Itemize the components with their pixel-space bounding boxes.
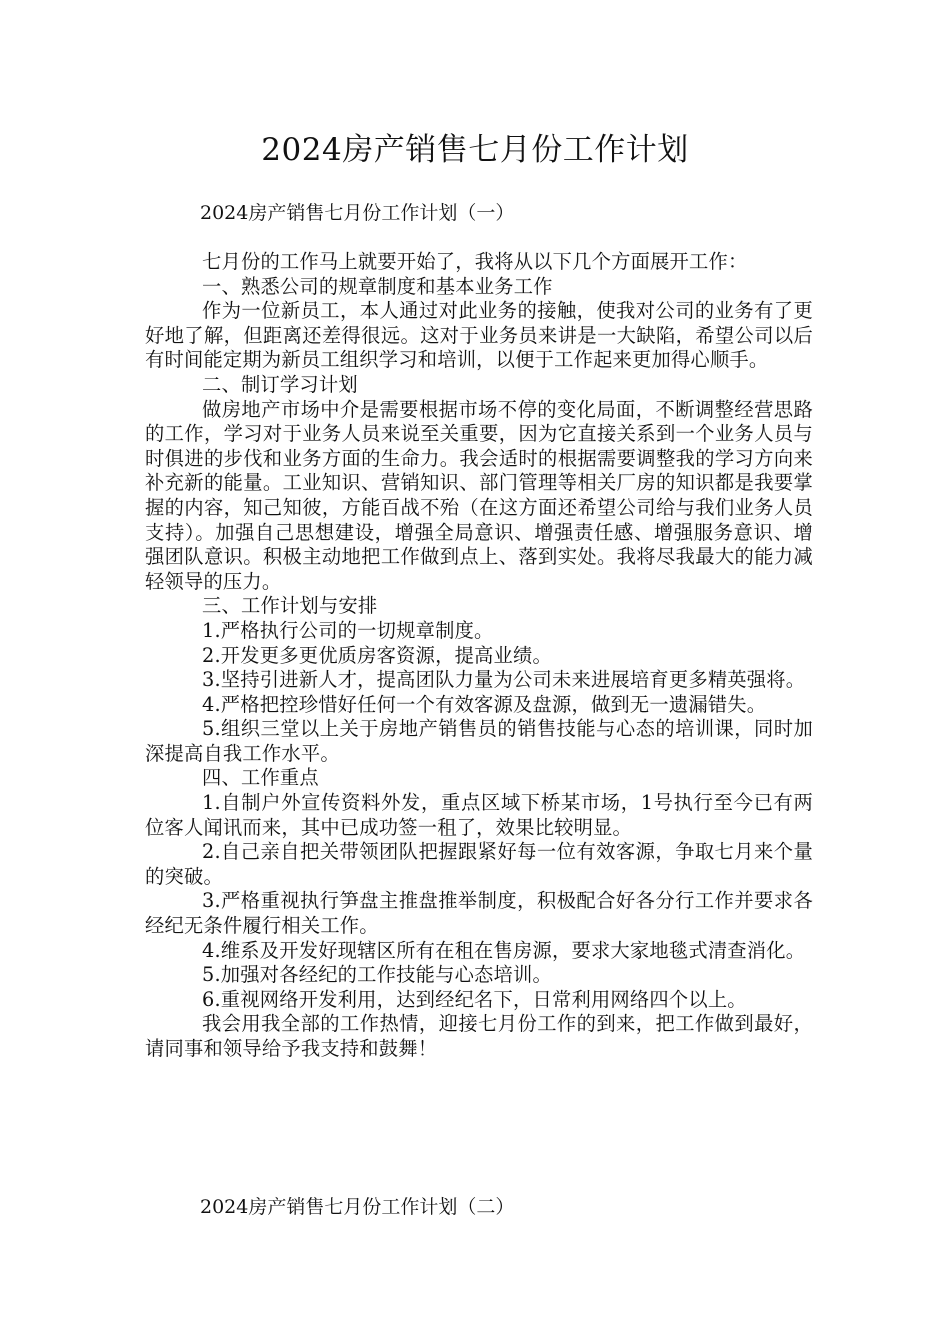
paragraph: 七月份的工作马上就要开始了，我将从以下几个方面展开工作： xyxy=(202,250,748,273)
list-item: 6.重视网络开发利用，达到经纪名下，日常利用网络四个以上。 xyxy=(202,987,747,1011)
paragraph: 作为一位新员工，本人通过对此业务的接触，使我对公司的业务有了更好地了解，但距离还差得很远。这对于业务员来讲是一大缺陷，希望公司以后有时间能定期为新员工组织学习和培训，以便于工作起来更加得心顺手。 xyxy=(145,299,813,372)
section-title-1: 2024房产销售七月份工作计划（一） xyxy=(200,202,515,224)
heading-1: 一、熟悉公司的规章制度和基本业务工作 xyxy=(202,274,553,298)
heading-3: 三、工作计划与安排 xyxy=(202,594,378,618)
paragraph: 做房地产市场中介是需要根据市场不停的变化局面，不断调整经营思路的工作，学习对于业务人员来说至关重要，因为它直接关系到一个业务人员与时俱进的步伐和业务方面的生命力。我会适时的根据需要调整我的学习方向来补充新的能量。工业知识、营销知识、部门管理等相关厂房的知识都是我要掌握的内容，知己知彼，方能百战不殆（在这方面还希望公司给与我们业务人员支持）。加强自己思想建设，增强全局意识、增强责任感、增强服务意识、增强团队意识。积极主动地把工作做到点上、落到实处。我将尽我最大的能力减轻领导的压力。 xyxy=(145,397,813,593)
document-body xyxy=(145,250,813,1062)
list-item: 4.严格把控珍惜好任何一个有效客源及盘源，做到无一遗漏错失。 xyxy=(202,692,767,716)
document-title: 2024房产销售七月份工作计划 xyxy=(261,132,689,168)
list-item: 3.坚持引进新人才，提高团队力量为公司未来进展培育更多精英强将。 xyxy=(202,668,806,692)
list-item: 1.自制户外宣传资料外发，重点区域下桥某市场，1号执行至今已有两位客人闻讯而来，其中已成功签一租了，效果比较明显。 xyxy=(145,791,813,839)
list-item: 2.自己亲自把关带领团队把握跟紧好每一位有效客源，争取七月来个量的突破。 xyxy=(145,840,813,888)
list-item: 3.严格重视执行笋盘主推盘推举制度，积极配合好各分行工作并要求各经纪无条件履行相关工作。 xyxy=(145,889,813,938)
heading-4: 四、工作重点 xyxy=(202,766,319,790)
section-title-2: 2024房产销售七月份工作计划（二） xyxy=(200,1196,515,1218)
list-item: 2.开发更多更优质房客资源，提高业绩。 xyxy=(202,643,552,667)
heading-2: 二、制订学习计划 xyxy=(202,372,358,396)
list-item: 1.严格执行公司的一切规章制度。 xyxy=(202,618,494,642)
list-item: 4.维系及开发好现辖区所有在租在售房源，要求大家地毯式清查消化。 xyxy=(202,938,806,962)
list-item: 5.组织三堂以上关于房地产销售员的销售技能与心态的培训课，同时加深提高自我工作水平。 xyxy=(145,717,813,765)
list-item: 5.加强对各经纪的工作技能与心态培训。 xyxy=(202,963,552,987)
closing-paragraph: 我会用我全部的工作热情，迎接七月份工作的到来，把工作做到最好，请同事和领导给予我支持和鼓舞！ xyxy=(145,1012,813,1060)
